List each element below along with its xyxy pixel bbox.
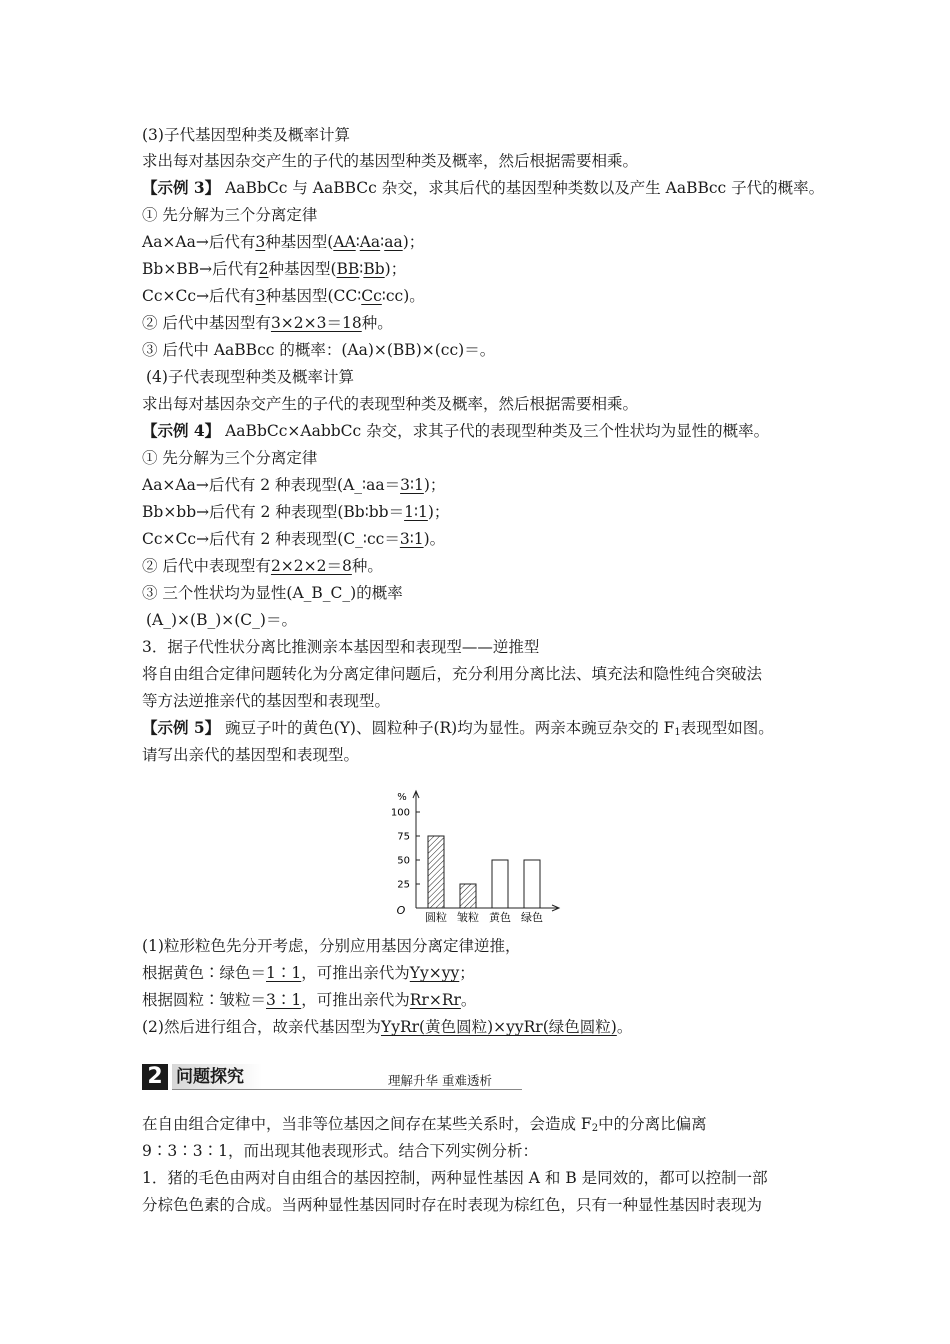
x-category-label: 黄色 xyxy=(489,911,511,924)
step-1: ① 先分解为三个分离定律 xyxy=(142,449,318,467)
x-category-label: 绿色 xyxy=(521,911,543,924)
paragraph: 分棕色色素的合成。当两种显性基因同时存在时表现为棕红色，只有一种显性基因时表现为 xyxy=(142,1196,763,1214)
origin-label: O xyxy=(396,904,406,917)
answer-blank: Aa xyxy=(359,233,381,251)
step-3: ③ 三个性状均为显性(A_B_C_)的概率 xyxy=(142,584,403,602)
chart-bars xyxy=(428,836,540,908)
step-1: ① 先分解为三个分离定律 xyxy=(142,206,318,224)
paragraph: 请写出亲代的基因型和表现型。 xyxy=(142,746,360,764)
answer-blank: 2×2×2＝8 xyxy=(270,557,352,575)
answer-blank: YyRr(黄色圆粒)×yyRr(绿色圆粒) xyxy=(380,1018,617,1036)
section-banner xyxy=(142,1064,522,1092)
answer-blank: Rr×Rr xyxy=(409,991,461,1009)
bar-绿色 xyxy=(524,860,540,908)
paragraph: 求出每对基因杂交产生的子代的基因型种类及概率，然后根据需要相乘。 xyxy=(142,152,639,170)
bar-圆粒 xyxy=(428,836,444,908)
answer-2: (2)然后进行组合，故亲代基因型为YyRr(黄色圆粒)×yyRr(绿色圆粒)。 xyxy=(142,1018,633,1036)
bar-黄色 xyxy=(492,860,508,908)
heading-3: (3)子代基因型种类及概率计算 xyxy=(142,126,350,144)
example-text: AaBbCc 与 AaBBCc 杂交，求其后代的基因型种类数以及产生 AaBBcc 子代的概率。 xyxy=(220,179,825,197)
x-category-label: 皱粒 xyxy=(457,911,479,924)
answer-shape-ratio: 根据圆粒∶皱粒＝3∶1，可推出亲代为Rr×Rr。 xyxy=(142,991,477,1009)
example-5: 【示例 5】 豌豆子叶的黄色(Y)、圆粒种子(R)均为显性。两亲本豌豆杂交的 $F_1$表现型如图。 xyxy=(142,718,774,738)
step-2: ② 后代中基因型有3×2×3＝18种。 xyxy=(142,314,393,332)
example-label: 【示例 4】 xyxy=(142,421,221,440)
phenotype-line-cc: Cc×Cc→后代有 2 种表现型(C_∶cc＝3∶1)。 xyxy=(142,530,446,548)
step-2: ② 后代中表现型有2×2×2＝8种。 xyxy=(142,557,383,575)
paragraph: 在自由组合定律中，当非等位基因之间存在某些关系时，会造成 $F_2$中的分离比偏离 xyxy=(142,1115,707,1134)
answer-color-ratio: 根据黄色∶绿色＝1∶1，可推出亲代为Yy×yy； xyxy=(142,964,475,982)
paragraph: 9∶3∶3∶1，而出现其他表现形式。结合下列实例分析： xyxy=(142,1142,538,1160)
answer-blank: 3∶1 xyxy=(399,530,424,548)
paragraph: 将自由组合定律问题转化为分离定律问题后，充分利用分离比法、填充法和隐性纯合突破法 xyxy=(142,665,763,683)
example-label: 【示例 3】 xyxy=(142,178,221,197)
bar-皱粒 xyxy=(460,884,476,908)
answer-blank: AA xyxy=(333,233,356,251)
phenotype-line-bb: Bb×bb→后代有 2 种表现型(Bb∶bb＝1∶1)； xyxy=(142,503,450,521)
paragraph: 求出每对基因杂交产生的子代的表现型种类及概率，然后根据需要相乘。 xyxy=(142,395,639,413)
bar-chart xyxy=(380,788,580,928)
step-3: ③ 后代中 AaBBcc 的概率：(Aa)×(BB)×(cc)＝。 xyxy=(142,341,496,359)
answer-blank: Bb xyxy=(363,260,385,278)
y-tick-label: 75 xyxy=(397,831,410,843)
section-title: 问题探究 xyxy=(176,1067,244,1087)
answer-blank: 2 xyxy=(258,260,269,278)
answer-blank: 3 xyxy=(255,233,266,251)
answer-blank: BB xyxy=(336,260,360,278)
y-axis-unit: % xyxy=(397,792,407,803)
answer-blank: 3∶1 xyxy=(266,991,302,1009)
y-tick-label: 100 xyxy=(390,807,410,819)
example-3 xyxy=(142,177,824,199)
y-tick-label: 25 xyxy=(397,879,410,891)
answer-blank: Yy×yy xyxy=(409,964,460,982)
section-number: 2 xyxy=(142,1064,168,1090)
genotype-line-cc: Cc×Cc→后代有3种基因型(CC∶Cc∶cc)。 xyxy=(142,287,425,305)
answer-blank: 1∶1 xyxy=(404,503,428,521)
paragraph: 等方法逆推亲代的基因型和表现型。 xyxy=(142,692,391,710)
y-tick-label: 50 xyxy=(397,855,410,867)
genotype-line-aa: Aa×Aa→后代有3种基因型(AA∶Aa∶aa)； xyxy=(142,233,425,251)
x-category-label: 圆粒 xyxy=(425,911,447,924)
example-text: AaBbCc×AabbCc 杂交，求其子代的表现型种类及三个性状均为显性的概率。 xyxy=(220,422,770,440)
example-label: 【示例 5】 xyxy=(142,718,221,737)
example-4 xyxy=(142,420,769,442)
genotype-line-bb: Bb×BB→后代有2种基因型(BB∶Bb)； xyxy=(142,260,407,278)
heading-4: (4)子代表现型种类及概率计算 xyxy=(146,368,354,386)
answer-blank: 1∶1 xyxy=(266,964,302,982)
answer-blank: Cc xyxy=(361,287,382,305)
answer-1: (1)粒形粒色先分开考虑，分别应用基因分离定律逆推， xyxy=(142,937,521,955)
paragraph: 1．猪的毛色由两对自由组合的基因控制，两种显性基因 A 和 B 是同效的，都可以控制一部 xyxy=(142,1169,768,1187)
probability-line: (A_)×(B_)×(C_)＝。 xyxy=(146,611,297,629)
phenotype-line-aa: Aa×Aa→后代有 2 种表现型(A_∶aa＝3∶1)； xyxy=(142,476,446,494)
answer-blank: aa xyxy=(384,233,403,251)
section-subtitle: 理解升华 重难透析 xyxy=(388,1073,492,1088)
answer-blank: 3 xyxy=(255,287,266,305)
heading-5: 3．据子代性状分离比推测亲本基因型和表现型——逆推型 xyxy=(142,638,540,656)
answer-blank: 3∶1 xyxy=(400,476,424,494)
answer-blank: 3×2×3＝18 xyxy=(270,314,362,332)
